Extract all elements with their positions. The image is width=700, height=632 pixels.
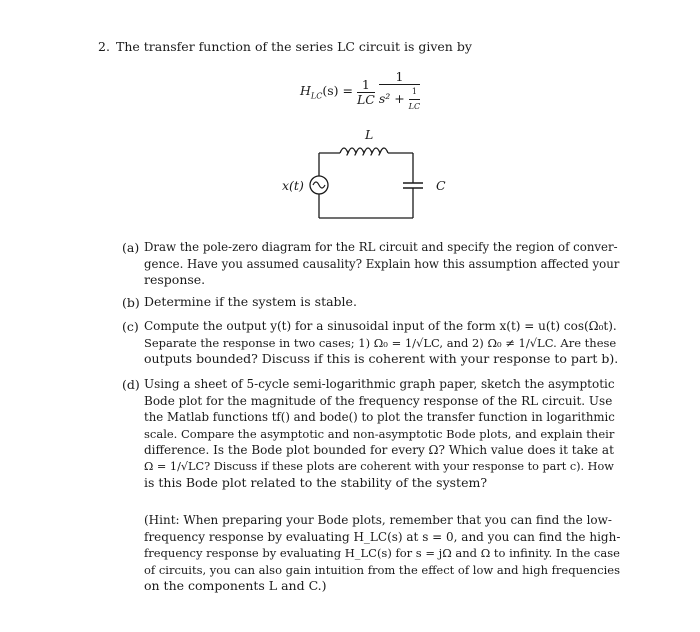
inductor-label: L xyxy=(365,127,374,142)
part-d-text: Using a sheet of 5-cycle semi-logarithmic graph paper, sketch the asymptotic Bode plot for the magnitude of the frequency response of the RL circuit. Use the Matlab functions tf() and bode() to plot the transfer function in logarithmic scale. Compare the asymptotic and non-asymptotic Bode plots, and explain their difference. Is the Bode plot bounded for every Ω? Which value does it take at Ω = 1/√LC? Discuss if these plots are coherent with your response to part c). How is this Bode plot related to the stability of the system? xyxy=(144,377,615,490)
part-c-text: Compute the output y(t) for a sinusoidal input of the form x(t) = u(t) cos(Ω₀t). Separate the response in two cases; 1) Ω₀ = 1/√LC, and 2) Ω₀ ≠ 1/√LC. Are these outputs bounded? Discuss if this is coherent with your response to part b). xyxy=(144,319,619,366)
part-c-label: (c) xyxy=(122,319,139,334)
part-a-label: (a) xyxy=(122,240,140,255)
problem-number: 2. xyxy=(98,39,110,54)
inductor-coil xyxy=(340,148,388,155)
hint-text: (Hint: When preparing your Bode plots, remember that you can find the low- frequency response by evaluating H_LC(s) at s = 0, and you can find the high- frequency response by evaluating H_LC(s) for s = jΩ and Ω to infinity. In the case of circuits, you can also gain intuition from the effect of low and high frequencies on the components L and C.) xyxy=(144,513,621,593)
transfer-function-equation: $H_{LC}(s)$ = $\frac{1}{LC}$ 1 s² + $\frac{1}{LC}$ xyxy=(300,70,420,114)
source-label: x(t) xyxy=(282,178,304,193)
part-b-text: Determine if the system is stable. xyxy=(144,294,357,309)
part-a-text: Draw the pole-zero diagram for the RL circuit and specify the region of conver- gence. Have you assumed causality? Explain how this assumption affected your response. xyxy=(144,240,620,287)
fraction-1-over-s2: 1 s² + $\frac{1}{LC}$ xyxy=(378,69,421,111)
part-b-label: (b) xyxy=(122,295,140,310)
problem-intro: The transfer function of the series LC circuit is given by xyxy=(116,39,472,54)
fraction-1-over-lc: $\frac{1}{LC}$ xyxy=(356,76,375,107)
part-d-label: (d) xyxy=(122,377,140,392)
capacitor-label: C xyxy=(436,178,446,193)
